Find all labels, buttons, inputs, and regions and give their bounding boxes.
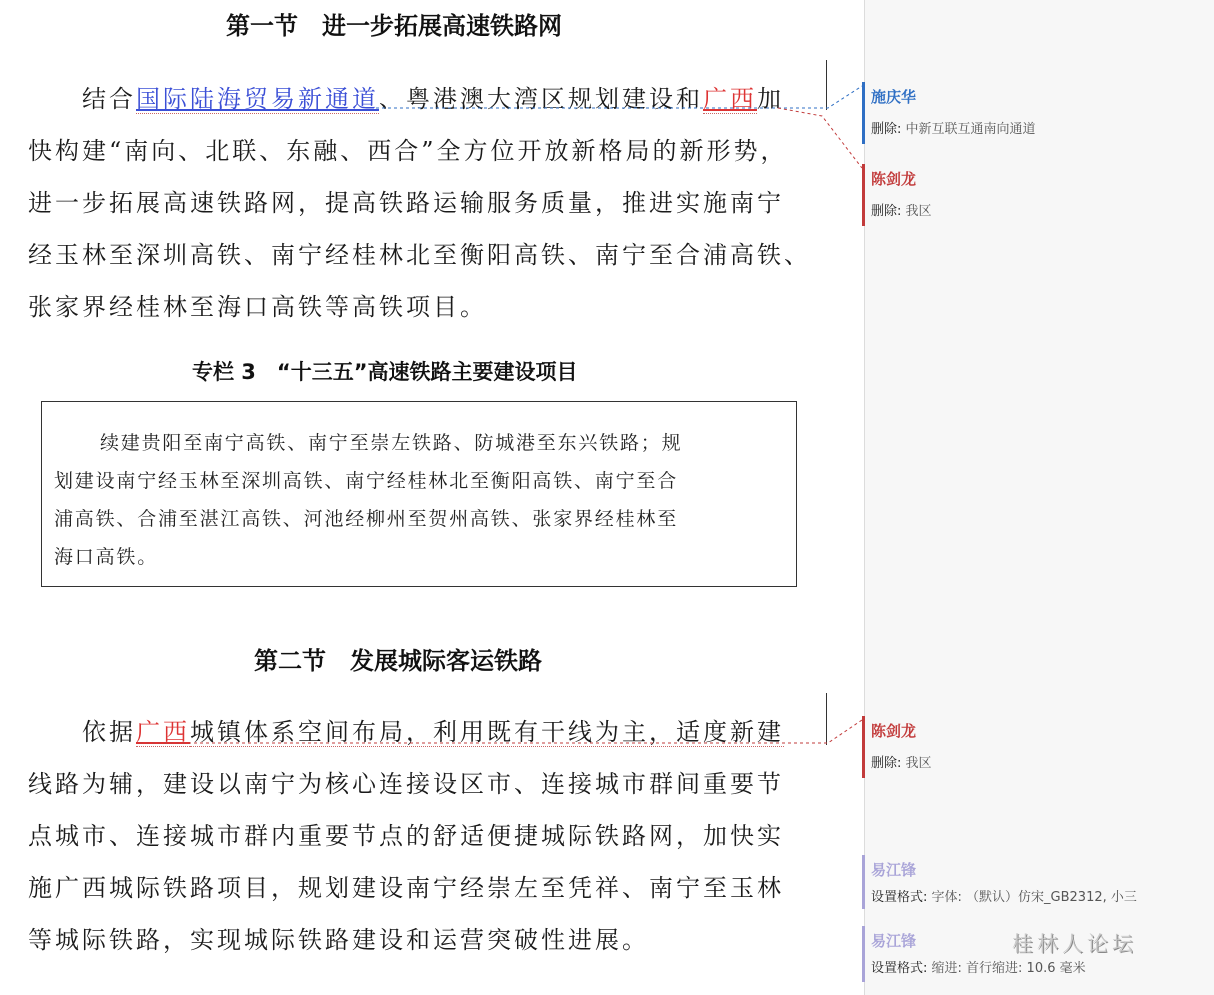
info-box	[41, 401, 797, 587]
comment-color-bar	[862, 926, 865, 982]
box-title: 专栏 3 “十三五”高速铁路主要建设项目	[192, 360, 578, 384]
comment-balloon[interactable]	[862, 164, 1202, 226]
section1-paragraph-line-3: 进一步拓展高速铁路网，提高铁路运输服务质量，推进实施南宁	[28, 189, 784, 217]
inserted-text[interactable]: 广西	[703, 85, 757, 113]
comment-author: 陈剑龙	[871, 722, 917, 740]
comment-text: 删除: 我区	[871, 204, 932, 219]
section2-paragraph-line-4: 施广西城际铁路项目，规划建设南宁经崇左至凭祥、南宁至玉林	[28, 874, 784, 902]
box-line-1: 续建贵阳至南宁高铁、南宁至崇左铁路、防城港至东兴铁路；规	[100, 432, 683, 454]
comment-balloon[interactable]	[862, 855, 1202, 909]
comment-text: 删除: 中新互联互通南向通道	[871, 122, 1036, 137]
change-bar	[826, 60, 827, 110]
section1-heading: 第一节 进一步拓展高速铁路网	[226, 12, 562, 40]
forum-watermark: 桂林人论坛	[1012, 932, 1137, 956]
comment-author: 施庆华	[871, 88, 917, 106]
comment-color-bar	[862, 164, 865, 226]
section1-paragraph-line-2: 快构建“南向、北联、东融、西合”全方位开放新格局的新形势，	[28, 137, 788, 165]
inserted-text[interactable]: 国际陆海贸易新通道	[136, 85, 379, 113]
comment-color-bar	[862, 855, 865, 909]
section2-paragraph-line-2: 线路为辅，建设以南宁为核心连接设区市、连接城市群间重要节	[28, 770, 784, 798]
section2-paragraph-line-3: 点城市、连接城市群内重要节点的舒适便捷城际铁路网，加快实	[28, 822, 784, 850]
comment-text: 设置格式: 缩进: 首行缩进: 10.6 毫米	[871, 961, 1086, 976]
comment-balloon[interactable]	[862, 82, 1202, 144]
comment-balloon[interactable]	[862, 716, 1202, 778]
comment-color-bar	[862, 716, 865, 778]
box-line-4: 海口高铁。	[54, 546, 159, 568]
section1-paragraph-line-4: 经玉林至深圳高铁、南宁经桂林北至衡阳高铁、南宁至合浦高铁、	[28, 241, 811, 269]
section2-heading: 第二节 发展城际客运铁路	[254, 647, 542, 675]
comments-pane	[864, 0, 1214, 995]
box-line-3: 浦高铁、合浦至湛江高铁、河池经柳州至贺州高铁、张家界经桂林至	[54, 508, 679, 530]
inserted-text[interactable]: 广西	[136, 718, 190, 746]
section2-paragraph-line-1: 依据广西城镇体系空间布局，利用既有干线为主，适度新建	[82, 718, 784, 746]
section1-paragraph-line-1: 结合国际陆海贸易新通道、粤港澳大湾区规划建设和广西加	[82, 85, 784, 113]
box-line-2: 划建设南宁经玉林至深圳高铁、南宁经桂林北至衡阳高铁、南宁至合	[54, 470, 679, 492]
comment-author: 陈剑龙	[871, 170, 917, 188]
change-bar	[826, 693, 827, 745]
comment-color-bar	[862, 82, 865, 144]
section2-paragraph-line-5: 等城际铁路，实现城际铁路建设和运营突破性进展。	[28, 926, 649, 954]
comment-author: 易江锋	[871, 932, 917, 950]
comment-text: 设置格式: 字体: （默认）仿宋_GB2312, 小三	[871, 890, 1137, 905]
comment-text: 删除: 我区	[871, 756, 932, 771]
section1-paragraph-line-5: 张家界经桂林至海口高铁等高铁项目。	[28, 293, 487, 321]
comment-author: 易江锋	[871, 861, 917, 879]
